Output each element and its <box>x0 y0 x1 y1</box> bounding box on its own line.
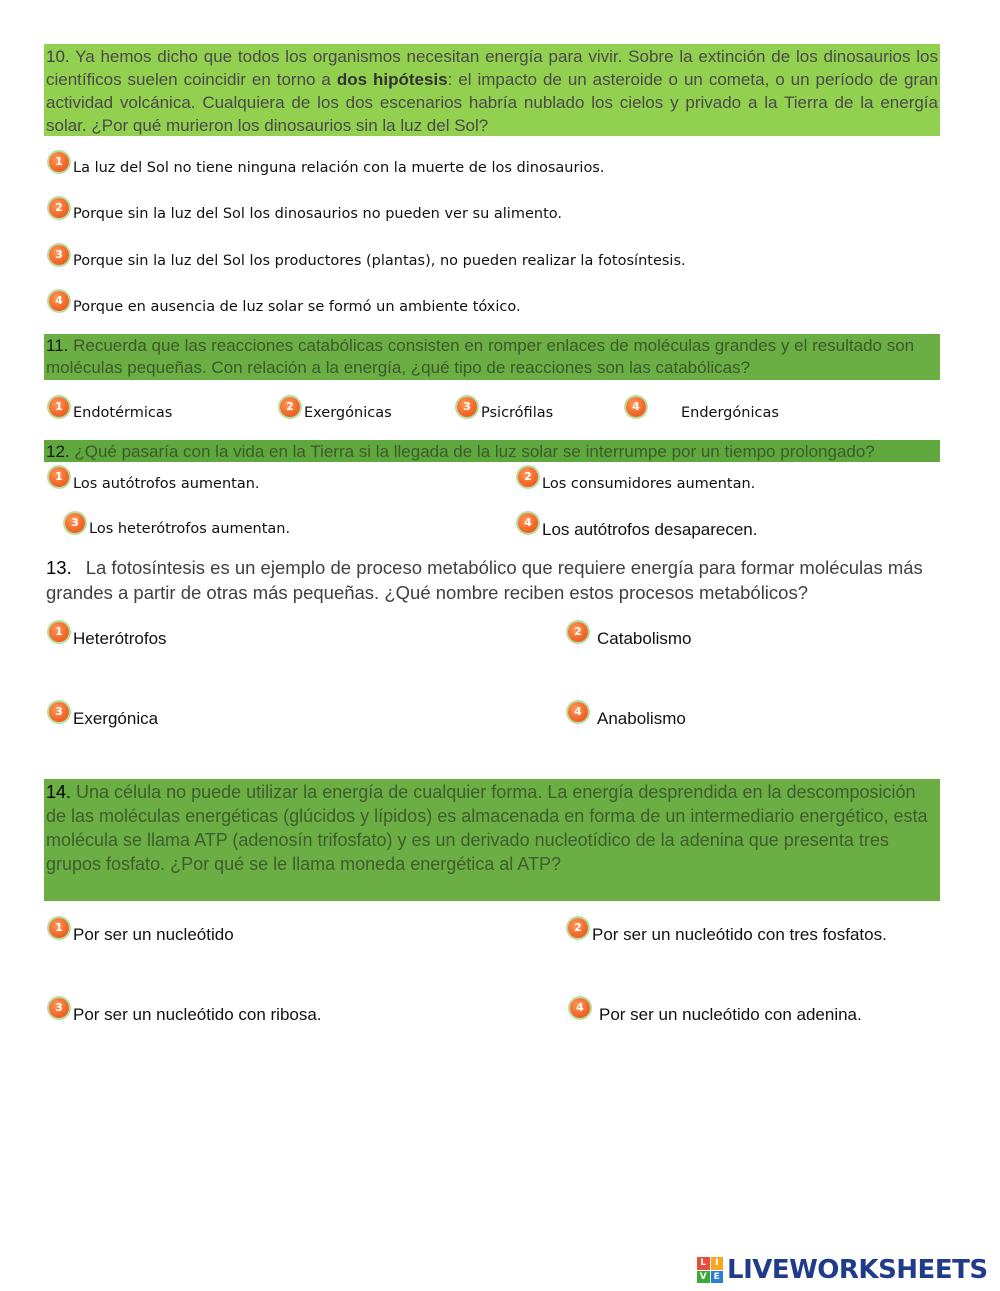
question-text: Ya hemos dicho que todos los organismos necesitan energía para vivir. Sobre la extinción de los dinosaurios los científicos suelen coincidir en torno a <box>46 47 938 89</box>
q13-option-1[interactable]: Heterótrofos <box>73 629 167 648</box>
question-text: : el impacto de un asteroide o un cometa, o un período de gran actividad volcánica. Cualquiera de los dos escenarios habría nublado los cielos y privado a la Tierra de la energía solar. ¿Por qué murieron los dinosaurios sin la luz del Sol? <box>46 70 938 135</box>
q13-option-2[interactable]: Catabolismo <box>597 629 692 648</box>
option-number-badge[interactable]: 3 <box>49 998 69 1018</box>
q12-option-2[interactable]: Los consumidores aumentan. <box>542 476 756 492</box>
q11-option-4[interactable]: Endergónicas <box>681 405 779 421</box>
option-number-badge[interactable]: 3 <box>49 702 69 722</box>
q14-option-1[interactable]: Por ser un nucleótido <box>73 925 234 944</box>
question-10-prompt <box>44 44 940 136</box>
question-number: 11. <box>46 336 69 355</box>
logo-tile: I <box>711 1257 724 1270</box>
q14-option-2[interactable]: Por ser un nucleótido con tres fosfatos. <box>592 925 887 944</box>
logo-text: LIVEWORKSHEETS <box>727 1255 988 1285</box>
q12-option-1[interactable]: Los autótrofos aumentan. <box>73 476 260 492</box>
q11-option-1[interactable]: Endotérmicas <box>73 405 173 421</box>
logo-tile: V <box>697 1271 710 1284</box>
liveworksheets-logo <box>697 1254 988 1286</box>
q12-option-3[interactable]: Los heterótrofos aumentan. <box>89 521 291 537</box>
question-number: 10. <box>46 47 70 66</box>
question-number: 14. <box>46 782 72 802</box>
q10-option-3[interactable]: Porque sin la luz del Sol los productores (plantas), no pueden realizar la fotosíntesis. <box>73 253 686 269</box>
q14-option-4[interactable]: Por ser un nucleótido con adenina. <box>599 1005 862 1024</box>
question-14-prompt <box>44 779 940 901</box>
question-text: ¿Qué pasaría con la vida en la Tierra si la llegada de la luz solar se interrumpe por un tiempo prolongado? <box>69 442 875 461</box>
q13-option-4[interactable]: Anabolismo <box>597 709 686 728</box>
question-number: 13. <box>46 557 72 578</box>
option-number-badge[interactable]: 1 <box>49 918 69 938</box>
question-11-prompt <box>44 334 940 380</box>
logo-tile: E <box>711 1271 724 1284</box>
question-text: Una célula no puede utilizar la energía de cualquier forma. La energía desprendida en la descomposición de las moléculas energéticas (glúcidos y lípidos) es almacenada en forma de un intermediario energético, esta molécula se llama ATP (adenosín trifosfato) y es un derivado nucleotídico de la adenina que presenta tres grupos fosfato. ¿Por qué se le llama moneda energética al ATP? <box>46 782 928 874</box>
q11-option-3[interactable]: Psicrófilas <box>481 405 554 421</box>
q12-option-4[interactable]: Los autótrofos desaparecen. <box>542 520 758 539</box>
logo-tile: L <box>697 1257 710 1270</box>
q10-option-4[interactable]: Porque en ausencia de luz solar se formó un ambiente tóxico. <box>73 299 521 315</box>
option-number-badge[interactable]: 2 <box>518 467 538 487</box>
option-number-badge[interactable]: 4 <box>626 397 646 417</box>
option-number-badge[interactable]: 4 <box>518 513 538 533</box>
option-number-badge[interactable]: 1 <box>49 397 69 417</box>
option-number-badge[interactable]: 3 <box>457 397 477 417</box>
q10-option-2[interactable]: Porque sin la luz del Sol los dinosaurios no pueden ver su alimento. <box>73 206 562 222</box>
question-text: Recuerda que las reacciones catabólicas consisten en romper enlaces de moléculas grandes y el resultado son moléculas pequeñas. Con relación a la energía, ¿qué tipo de reacciones son las catabólicas? <box>46 336 915 377</box>
question-12-prompt <box>44 440 940 462</box>
option-number-badge[interactable]: 4 <box>568 702 588 722</box>
option-number-badge[interactable]: 4 <box>49 291 69 311</box>
option-number-badge[interactable]: 2 <box>49 198 69 218</box>
option-number-badge[interactable]: 2 <box>280 397 300 417</box>
q14-option-3[interactable]: Por ser un nucleótido con ribosa. <box>73 1005 322 1024</box>
question-bold-text: dos hipótesis <box>336 70 448 89</box>
option-number-badge[interactable]: 2 <box>568 918 588 938</box>
option-number-badge[interactable]: 1 <box>49 467 69 487</box>
option-number-badge[interactable]: 1 <box>49 622 69 642</box>
q10-option-1[interactable]: La luz del Sol no tiene ninguna relación con la muerte de los dinosaurios. <box>73 160 605 176</box>
option-number-badge[interactable]: 1 <box>49 152 69 172</box>
option-number-badge[interactable]: 3 <box>65 513 85 533</box>
option-number-badge[interactable]: 4 <box>570 998 590 1018</box>
q11-option-2[interactable]: Exergónicas <box>304 405 392 421</box>
q13-option-3[interactable]: Exergónica <box>73 709 159 728</box>
question-text: La fotosíntesis es un ejemplo de proceso metabólico que requiere energía para formar moléculas más grandes a partir de otras más pequeñas. ¿Qué nombre reciben estos procesos metabólicos? <box>46 557 923 603</box>
liveworksheets-logo-icon <box>697 1257 723 1283</box>
option-number-badge[interactable]: 2 <box>568 622 588 642</box>
question-number: 12. <box>46 442 70 461</box>
question-13-prompt <box>46 555 946 605</box>
option-number-badge[interactable]: 3 <box>49 245 69 265</box>
